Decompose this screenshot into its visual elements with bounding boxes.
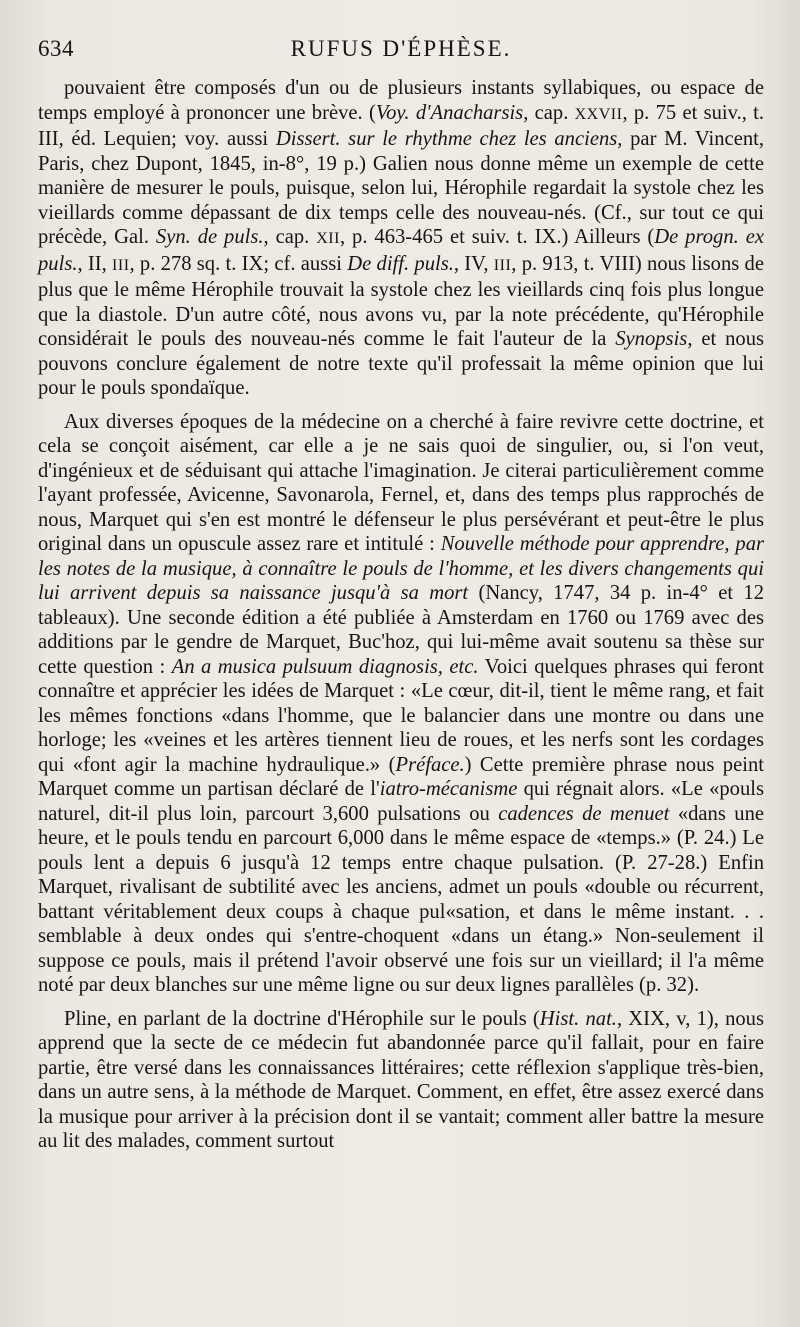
text-run: , p. 463-465 et suiv. t. IX.) Ailleurs ( xyxy=(339,226,655,248)
italic-text: cadences de menuet xyxy=(498,802,670,825)
text-run: , p. 278 sq. t. IX; cf. aussi xyxy=(129,252,348,275)
text-run: , II, xyxy=(77,252,113,275)
paragraph xyxy=(38,76,764,401)
italic-text: Synopsis xyxy=(615,328,688,350)
paragraph xyxy=(38,1007,764,1154)
text-run: , p. 913, t. VIII) nous lisons de plus que le même Hérophile trouvait la systole chez les vieillards cinq fois plus longue que la diastole. D'un autre côté, nous avons vu, par la note précédente, qu'Hérophile considérait le pouls des nouveau-nés comme le fait l'auteur de la xyxy=(38,252,764,350)
italic-text: De diff. puls. xyxy=(347,252,454,275)
text-run: , par M. Vincent, Paris, chez Dupont, 1845, in-8°, 19 p.) Galien nous donne même un exemple de cette manière de mesurer le pouls, puisque, selon lui, Hérophile regardait la systole chez les vieillards comme dépassant de dix temps celle des nouveau-nés. (Cf., sur tout ce qui précède, Gal. xyxy=(38,128,764,248)
running-title: RUFUS D'ÉPHÈSE. xyxy=(290,36,512,61)
text-run: «dans une heure, et le pouls tendu en parcourt 6,000 dans le même espace de «temps.» (P. 24.) Le pouls lent a depuis 6 jusqu'à 12 temps entre chaque pulsation. (P. 27-28.) Enfin Marquet, rivalisant de subtilité avec les anciens, admet un pouls «double ou récurrent, battant véritablement deux coups à chaque pul«sation, et dans le même instant. . . semblable à deux ondes qui s'entre-choquent «dans un étang.» Non-seulement il suppose ce pouls, mais il prétend l'avoir observé une fois sur un vieillard; il l'a même noté par deux blanches sur une même ligne ou sur deux lignes parallèles (p. 32). xyxy=(38,802,765,996)
roman-numeral-text: XII xyxy=(316,230,340,247)
italic-text: Nouvelle méthode pour apprendre, par les notes de la musique, à connaître le pouls de l'homme, et les divers changements qui lui arrivent depuis sa naissance jusqu'à sa mort xyxy=(38,533,764,604)
text-run: Voici quelques phrases qui feront connaître et apprécier les idées de Marquet : «Le cœur, dit-il, tient le même rang, et fait les mêmes fonctions «dans l'homme, que le balancier dans une montre ou dans une horloge; les «veines et les artères tiennent lieu de roues, et les nerfs sont les cordages qui «font agir la machine hydraulique.» ( xyxy=(38,655,764,776)
text-run: , cap. xyxy=(263,226,317,248)
text-run: , IV, xyxy=(453,252,494,275)
roman-numeral-text: III xyxy=(112,256,130,274)
italic-text: Préface. xyxy=(395,753,465,776)
italic-text: Dissert. sur le rhythme chez les anciens xyxy=(275,128,618,150)
roman-numeral-text: III xyxy=(493,256,512,274)
italic-text: Syn. de puls. xyxy=(155,226,264,248)
text-run: ) Cette première phrase nous peint Marquet comme un partisan déclaré de l' xyxy=(38,753,764,800)
roman-numeral-text: XXVII xyxy=(574,105,623,123)
body-text xyxy=(38,76,764,1154)
text-run: Aux diverses époques de la médecine on a cherché à faire revivre cette doctrine, et cela se conçoit aisément, car elle a je ne sais quoi de singulier, ou, si l'on veut, d'ingénieux et de séduisant qui attache l'imagination. Je citerai particulièrement comme l'ayant professée, Avicenne, Savonarola, Fernel, et, dans des temps plus rapprochés de nous, Marquet qui s'en est montré le défenseur le plus persévérant et peut-être le plus original dans un opuscule assez rare et intitulé : xyxy=(38,410,764,555)
italic-text: Voy. d'Anacharsis xyxy=(375,101,524,124)
text-run: qui régnait alors. «Le «pouls naturel, dit-il plus loin, parcourt 3,600 pulsations ou xyxy=(38,778,764,825)
italic-text: An a musica pulsuum diagnosis, etc. xyxy=(171,655,479,678)
text-run: (Nancy, 1747, 34 p. in-4° et 12 tableaux). Une seconde édition a été publiée à Amsterdam en 1760 ou 1769 avec des additions par le gendre de Marquet, Buc'hoz, qui lui-même avait soutenu sa thèse sur cette question : xyxy=(38,582,764,678)
text-run: , et nous pouvons conclure également de notre texte qu'il professait la même opinion que lui pour le pouls spondaïque. xyxy=(38,328,765,399)
italic-text: De progn. ex puls. xyxy=(38,226,764,275)
text-run: , XIX, v, 1), nous apprend que la secte de ce médecin fut abandonnée parce qu'il fallait, pour en faire partie, être versé dans les connaissances littéraires; cette réflexion s'applique très-bien, dans un autre sens, à la méthode de Marquet. Comment, en effet, être assez exercé dans la musique pour arriver à la précision dont il se vantait; comment aller battre la mesure au lit des malades, comment surtout xyxy=(38,1007,764,1152)
italic-text: Hist. nat. xyxy=(539,1007,617,1030)
text-run: , p. 75 et suiv., t. III, éd. Lequien; voy. aussi xyxy=(38,101,765,150)
text-run: Pline, en parlant de la doctrine d'Hérophile sur le pouls ( xyxy=(64,1007,540,1030)
page-header xyxy=(38,30,764,72)
italic-text: iatro-mécanisme xyxy=(379,778,518,800)
page-number: 634 xyxy=(38,36,74,61)
paragraph xyxy=(38,410,764,998)
text-run: , cap. xyxy=(523,101,575,124)
text-run: pouvaient être composés d'un ou de plusieurs instants syllabiques, ou espace de temps employé à prononcer une brève. ( xyxy=(38,77,764,124)
